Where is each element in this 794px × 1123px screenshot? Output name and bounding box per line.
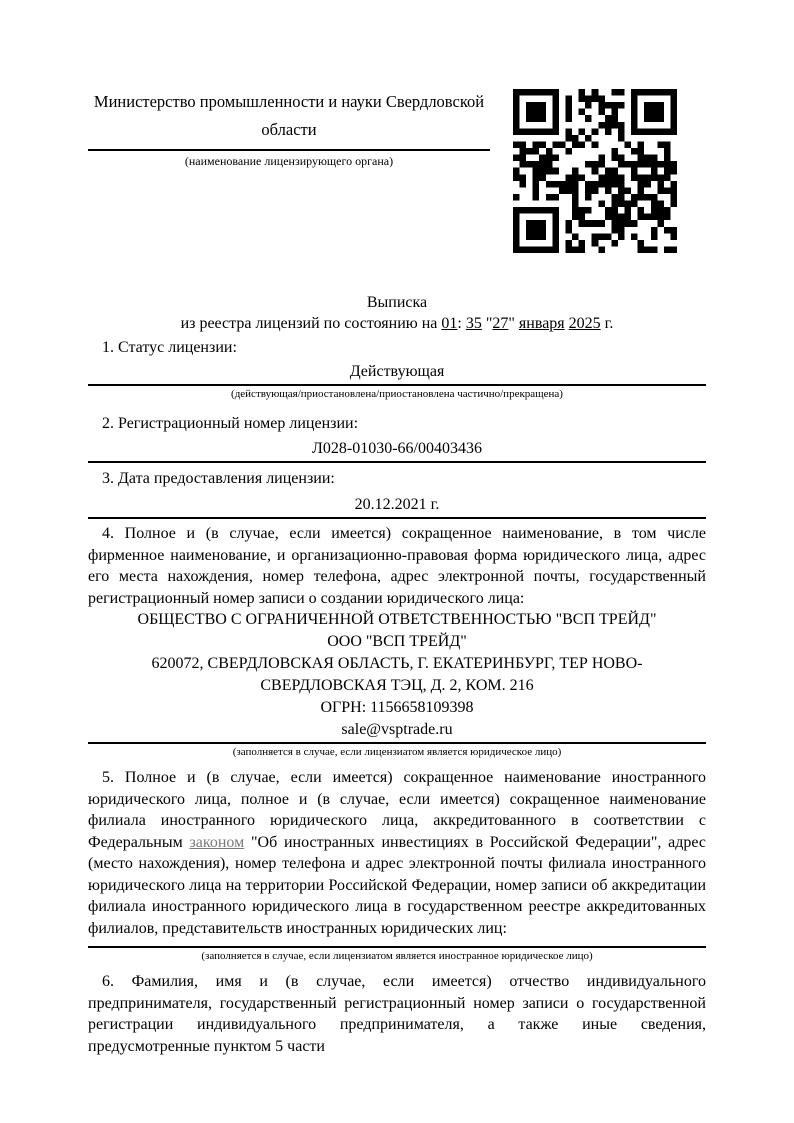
licensing-authority-block (88, 88, 490, 169)
company-details-block (88, 609, 706, 719)
subtitle-sep3: " (508, 315, 519, 332)
qr-code-image (513, 89, 677, 253)
extract-day: 27 (492, 315, 509, 332)
status-value: Действующая (88, 361, 706, 386)
section6-paragraph: 6. Фамилия, имя и (в случае, если имеется) отчество индивидуального предпринимателя, государственный регистрационный номер записи о государственной регистрации индивидуального предпринимателя, а также иные сведения, предусмотренные пунктом 5 части (88, 973, 706, 1055)
grant-date-value: 20.12.2021 г. (88, 494, 706, 519)
document-subtitle (88, 313, 706, 334)
document-body (88, 292, 706, 1057)
extract-minute: 35 (465, 315, 482, 332)
registration-number-label: 2. Регистрационный номер лицензии: (102, 415, 359, 432)
foreign-entity-blank-field (88, 939, 706, 948)
section5-paragraph (88, 767, 706, 939)
subtitle-prefix: из реестра лицензий по состоянию на (180, 315, 442, 332)
company-address-line2: СВЕРДЛОВСКАЯ ТЭЦ, Д. 2, КОМ. 216 (260, 677, 534, 694)
section5-caption: (заполняется в случае, если лицензиатом является иностранное юридическое лицо) (201, 950, 593, 962)
document-title: Выписка (366, 294, 428, 311)
extract-year: 2025 (568, 315, 601, 332)
company-full-name: ОБЩЕСТВО С ОГРАНИЧЕННОЙ ОТВЕТСТВЕННОСТЬЮ "ВСП ТРЕЙД" (137, 611, 657, 628)
section5-text-before-link: 5. Полное и (в случае, если имеется) сокращенное наименование иностранного юридического лица, полное и (в случае, если имеется) сокращенное наименование филиала иностранного юридического лица, аккредитованного в соответствии с Федеральным (88, 769, 706, 851)
extract-month: января (518, 315, 565, 332)
section4-paragraph: 4. Полное и (в случае, если имеется) сокращенное наименование, в том числе фирменное наименование, и организационно-правовая форма юридического лица, адрес его места нахождения, номер телефона, адрес электронной почты, государственный регистрационный номер записи о создании юридического лица: (88, 525, 706, 607)
company-ogrn: ОГРН: 1156658109398 (320, 699, 474, 716)
registration-number-value: Л028-01030-66/00403436 (88, 438, 706, 463)
company-address-line1: 620072, СВЕРДЛОВСКАЯ ОБЛАСТЬ, Г. ЕКАТЕРИНБУРГ, ТЕР НОВО- (151, 655, 643, 672)
company-short-name: ООО "ВСП ТРЕЙД" (327, 633, 467, 650)
section5-text-after-link: "Об иностранных инвестициях в Российской Федерации", адрес (место нахождения), номер телефона и адрес электронной почты филиала иностранного юридического лица на территории Российской Федерации, номер записи об аккредитации филиала иностранного юридического лица в государственном реестре аккредитованных филиалов, представительств иностранных юридических лиц: (88, 833, 707, 937)
federal-law-link[interactable]: законом (189, 833, 245, 851)
licensing-authority-caption: (наименование лицензирующего органа) (184, 154, 394, 168)
company-email: sale@vsptrade.ru (88, 719, 706, 744)
subtitle-sep1: : (457, 315, 466, 332)
subtitle-sep2: " (481, 315, 493, 332)
grant-date-label: 3. Дата предоставления лицензии: (102, 470, 335, 487)
section4-caption: (заполняется в случае, если лицензиатом является юридическое лицо) (232, 746, 562, 758)
subtitle-suffix: г. (600, 315, 614, 332)
licensing-authority-name: Министерство промышленности и науки Свердловской области (88, 88, 490, 151)
extract-hour: 01 (441, 315, 458, 332)
status-caption: (действующая/приостановлена/приостановлена частично/прекращена) (231, 388, 563, 400)
status-label: 1. Статус лицензии: (102, 339, 237, 356)
